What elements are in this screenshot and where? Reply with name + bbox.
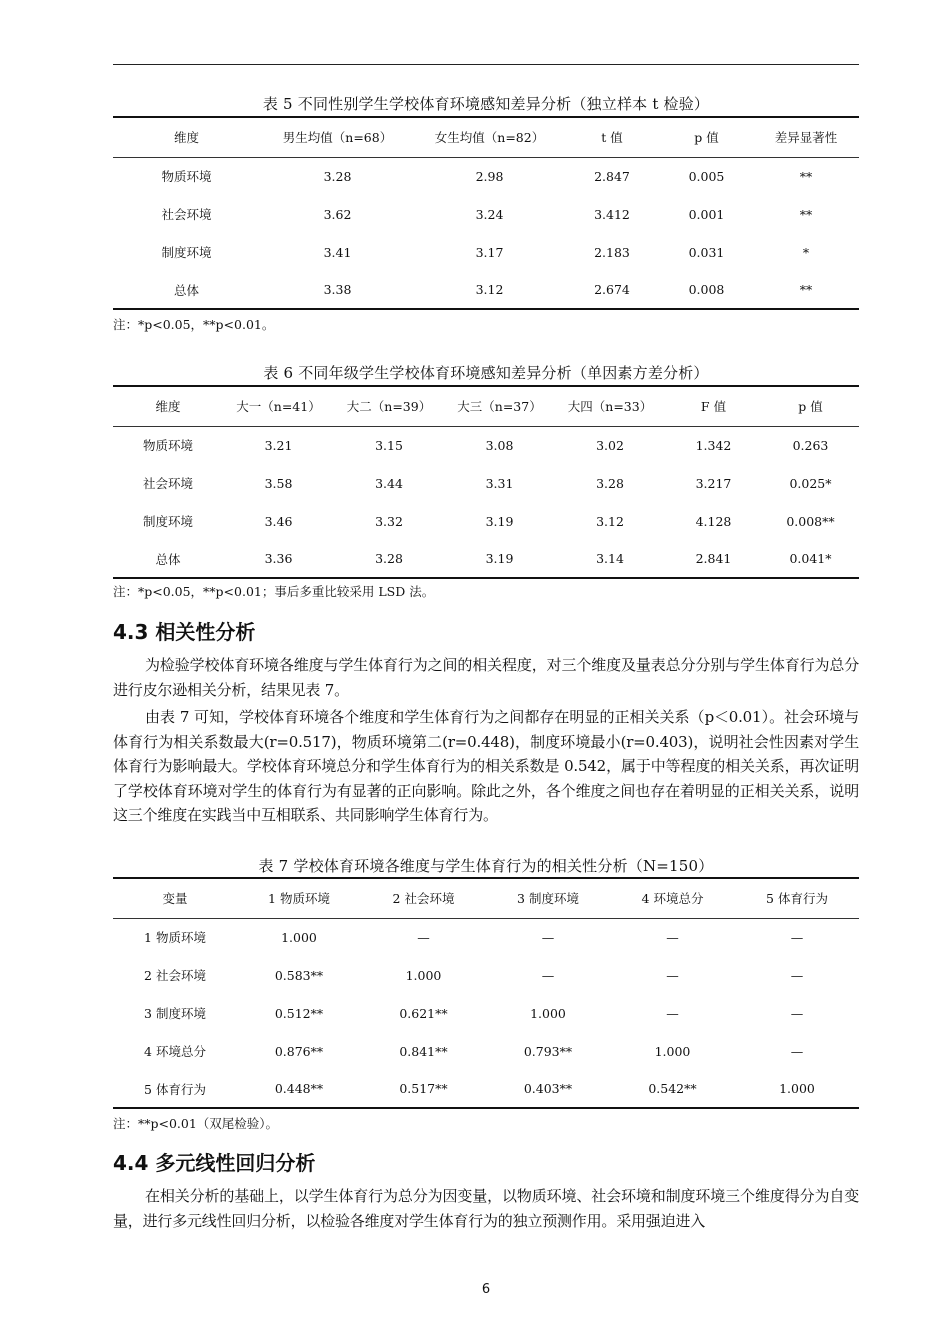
paragraph: 为检验学校体育环境各维度与学生体育行为之间的相关程度，对三个维度及量表总分分别与学生体育行为总分进行皮尔逊相关分析，结果见表 7。 (113, 656, 859, 699)
table-cell: 0.001 (688, 206, 725, 222)
table-cell: 2 社会环境 (144, 968, 206, 983)
column-header: F 值 (665, 386, 762, 426)
table-cell: 3.46 (264, 513, 293, 529)
table-cell: 2.183 (594, 244, 630, 260)
table-cell: 物质环境 (161, 169, 212, 185)
table-cell: — (417, 929, 430, 945)
table-cell: 总体 (155, 551, 181, 567)
column-header: 大三（n=37） (444, 386, 555, 426)
table-row (113, 195, 859, 233)
table-cell: 4 环境总分 (144, 1044, 206, 1059)
table6 (113, 385, 859, 579)
table-cell: 0.025* (789, 475, 832, 491)
table-row (113, 233, 859, 271)
table-cell: 3.28 (375, 551, 403, 566)
table-cell: — (666, 929, 679, 945)
column-header: 男生均值（n=68） (260, 117, 415, 157)
column-header: 5 体育行为 (735, 878, 859, 918)
table-row (113, 1070, 859, 1108)
column-header: 2 社会环境 (361, 878, 486, 918)
table-cell: 0.841** (399, 1043, 448, 1059)
table-cell: 制度环境 (142, 514, 193, 529)
table-cell: 4.128 (695, 513, 732, 529)
table-cell: 1.000 (405, 967, 442, 983)
table-cell: * (802, 244, 810, 260)
column-header: 维度 (113, 117, 260, 157)
table-cell: 3.17 (475, 244, 504, 260)
table-cell: 制度环境 (161, 245, 212, 260)
column-header: t 值 (564, 117, 660, 157)
table-row (113, 918, 859, 956)
table-row (113, 956, 859, 994)
column-header: 3 制度环境 (486, 878, 610, 918)
column-header: 女生均值（n=82） (415, 117, 564, 157)
table-cell: 1.000 (779, 1081, 815, 1096)
table-cell: — (666, 1005, 679, 1021)
table-cell: — (790, 929, 804, 945)
table-cell: 3.02 (596, 437, 624, 453)
table-cell: 0.008** (786, 513, 835, 529)
table7-caption: 表 7 学校体育环境各维度与学生体育行为的相关性分析（N=150） (258, 857, 714, 875)
table-cell: 3.28 (323, 168, 352, 184)
table-cell: 2.841 (695, 551, 732, 566)
table-cell: 3 制度环境 (144, 1006, 206, 1021)
table-cell: 0.448** (274, 1081, 324, 1096)
table-cell: 3.12 (596, 513, 624, 529)
table-header-row (113, 117, 859, 157)
table-cell: 0.263 (792, 437, 829, 453)
column-header: 大二（n=39） (334, 386, 444, 426)
table5 (113, 116, 859, 310)
table-cell: 物质环境 (142, 438, 193, 454)
header-rule (113, 64, 859, 65)
table5-caption: 表 5 不同性别学生学校体育环境感知差异分析（独立样本 t 检验） (262, 95, 710, 113)
table-cell: 总体 (173, 282, 199, 298)
table-cell: 3.12 (475, 282, 504, 297)
table-cell: 0.008 (688, 282, 725, 297)
column-header: 大四（n=33） (555, 386, 665, 426)
section-heading-4-4: 4.4 多元线性回归分析 (113, 1151, 316, 1175)
table-cell: 1.000 (654, 1043, 691, 1059)
table-row (113, 994, 859, 1032)
table-row (113, 502, 859, 540)
table-cell: 3.412 (594, 206, 630, 222)
table-cell: 3.38 (323, 282, 352, 297)
table-cell: 3.24 (475, 206, 504, 222)
table-cell: 0.876** (274, 1043, 324, 1059)
table-cell: 0.793** (523, 1043, 573, 1059)
table-cell: 0.031 (688, 244, 725, 260)
table6-caption: 表 6 不同年级学生学校体育环境感知差异分析（单因素方差分析） (263, 364, 709, 382)
table-cell: 3.31 (485, 475, 514, 491)
table-cell: — (541, 967, 555, 983)
paragraph: 由表 7 可知，学校体育环境各个维度和学生体育行为之间都存在明显的正相关关系（p＜0.01）。社会环境与体育行为相关系数最大(r=0.517)，物质环境第二(r=0.448)，制度环境最小(r=0.403)，说明社会性因素对学生体育行为影响最大。学校体育环境总分和学生体育行为的相关系数是 0.542，属于中等程度的相关关系，再次证明了学校体育环境对学生的体育行为有显著的正向影响。除此之外，各个维度之间也存在着明显的正相关关系，说明这三个维度在实践当中互相联系、共同影响学生体育行为。 (113, 708, 859, 824)
table-cell: 3.217 (695, 475, 732, 491)
column-header: 4 环境总分 (610, 878, 735, 918)
table-cell: 3.32 (375, 513, 403, 529)
column-header: 维度 (113, 386, 223, 426)
table-cell: — (790, 1005, 804, 1021)
table-cell: 3.62 (323, 206, 352, 222)
table-cell: 3.44 (375, 475, 403, 491)
table-cell: 1.000 (281, 929, 317, 945)
table-cell: — (541, 929, 555, 945)
table-cell: 3.58 (264, 475, 293, 491)
table-row (113, 426, 859, 464)
table-row (113, 464, 859, 502)
section-heading-4-3: 4.3 相关性分析 (113, 620, 256, 644)
table6-note: 注：*p<0.05，**p<0.01；事后多重比较采用 LSD 法。 (113, 584, 435, 599)
table-cell: ** (799, 168, 813, 184)
table-cell: 3.36 (264, 551, 293, 566)
table7-note: 注：**p<0.01（双尾检验）。 (113, 1116, 279, 1131)
table-cell: 1.000 (530, 1005, 566, 1021)
table-row (113, 157, 859, 195)
table-cell: 0.621** (399, 1005, 448, 1021)
table-cell: 1.342 (695, 437, 732, 453)
table-cell: ** (799, 282, 813, 297)
column-header: p 值 (660, 117, 753, 157)
table-cell: 0.583** (274, 967, 324, 983)
table-header-row (113, 386, 859, 426)
table-cell: 0.512** (274, 1005, 324, 1021)
table-cell: 3.19 (485, 513, 514, 529)
table-row (113, 1032, 859, 1070)
page-number: 6 (481, 1282, 491, 1297)
column-header: 变量 (113, 878, 237, 918)
table-cell: ** (799, 206, 813, 222)
table-cell: 1 物质环境 (144, 930, 206, 946)
table-cell: 0.403** (523, 1081, 573, 1096)
table-row (113, 271, 859, 309)
column-header: 1 物质环境 (237, 878, 361, 918)
table-cell: 0.542** (648, 1081, 697, 1096)
paragraph: 在相关分析的基础上，以学生体育行为总分为因变量，以物质环境、社会环境和制度环境三个维度得分为自变量，进行多元线性回归分析，以检验各维度对学生体育行为的独立预测作用。采用强迫进入 (113, 1187, 859, 1230)
table-cell: 3.21 (264, 437, 293, 453)
column-header: 差异显著性 (753, 117, 859, 157)
table-cell: 社会环境 (142, 476, 193, 491)
table-cell: — (790, 1043, 804, 1059)
column-header: p 值 (762, 386, 859, 426)
table-cell: 0.005 (688, 168, 725, 184)
table-cell: 2.98 (475, 168, 504, 184)
table-cell: 5 体育行为 (144, 1081, 206, 1097)
table-cell: 3.14 (596, 551, 624, 566)
table-cell: 0.041* (789, 551, 832, 566)
table-cell: 3.28 (596, 475, 624, 491)
table-row (113, 540, 859, 578)
table5-note: 注：*p<0.05，**p<0.01。 (113, 317, 275, 332)
table-header-row (113, 878, 859, 918)
table-cell: 3.15 (375, 437, 403, 453)
table-cell: 3.08 (485, 437, 514, 453)
table-cell: 3.41 (323, 244, 352, 260)
table-cell: 社会环境 (161, 207, 212, 222)
table-cell: 3.19 (485, 551, 514, 566)
table-cell: 2.674 (594, 282, 630, 297)
table-cell: — (666, 967, 679, 983)
column-header: 大一（n=41） (223, 386, 334, 426)
table-cell: 2.847 (594, 168, 630, 184)
table-cell: 0.517** (399, 1081, 448, 1096)
table7 (113, 877, 859, 1109)
table-cell: — (790, 967, 804, 983)
